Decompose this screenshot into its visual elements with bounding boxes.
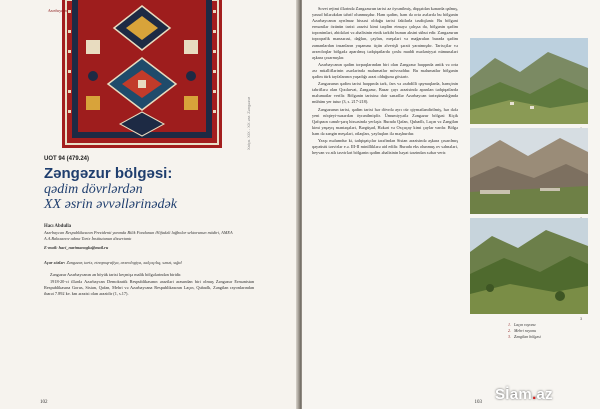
carpet-side-caption: Xalça. XIX - XX əsr. Zəngəzur xyxy=(246,96,251,150)
watermark-name: Sİam xyxy=(495,386,533,403)
author-name: Hacı Abdulla xyxy=(44,224,72,229)
article-title xyxy=(44,166,274,212)
udc-code: UOT 94 (479.24) xyxy=(44,156,90,162)
right-page-number: 103 xyxy=(474,400,482,405)
photo-captions xyxy=(508,322,594,340)
landscape-photo-2 xyxy=(470,128,588,214)
left-page-number: 102 xyxy=(40,400,48,405)
photo-caption: 2. Mehri rayonu xyxy=(508,328,537,333)
author-block xyxy=(44,224,254,251)
right-paragraph: Sovet rejimi illərində Zəngəzurun tarixi az öyrənilmiş, diqqətdən kənarda qalmış, yaxud bilərəkdən təhrif olunmuşdur. Həm qədim, həm də orta əsrlərdə bu bölgənin Azərbaycanın ayrılmaz hissəsi olduğu tarixi faktlarla təsdiqlənir. Bu bölgəni ermənilər özünün tarixi ərazisi kimi təqdim etməyə çalışsa da, bölgənin qədim toponimləri, abidələri və əhalisinin etnik tərkibi bunun əksini sübut edir. Zəngəzurun topoqrafik mənzərəsi, dağları, çayları, meşələri və mağaraları burada qədim zamanlardan insanların yaşaması üçün əlverişli şərait yaratmışdır. Tarixçilər və arxeoloqlar bölgədə aparılmış tədqiqatlarda çoxlu maddi mədəniyyət nümunələri aşkara çıxarmışlar. xyxy=(312,6,458,60)
watermark-dot: . xyxy=(532,386,537,403)
site-watermark xyxy=(495,386,553,403)
landscape-photo-1 xyxy=(470,38,588,124)
article-title-line2: qədim dövrlərdən xyxy=(44,182,143,198)
author-email: E-mail: haci_narimanoglu@mail.ru xyxy=(44,245,109,251)
left-paragraph: 1918-20-ci illərdə Azərbaycan Demokratik Respublikasının əraziləri arasından biri olmuş Zəngəzur Ermənistan Respublikasına Gorus, Sisian, Qafan, Mehri və Azərbaycana Respublikasının Laçın, Qubadlı, Zəngilan rayonlarından ibarət 7.892 kv. km ərazisi olan ərazidir (1, s.17). xyxy=(44,279,254,297)
right-paragraph: Yaxşı məlumdur ki, tədqiqatçılar tərəfindən Sisian ərazisində aşkara çıxarılmış qayaüstü təsvirlər e.ə. III-II minilliklərə aid edilir. Burada eks olunmuş ov səhnələri, heyvan və atlı təsvirləri bölgənin qədim əhalisinin həyat tərzindən xəbər verir. xyxy=(312,137,458,156)
article-title-line3: XX əsrin əvvəllərinədək xyxy=(44,197,177,213)
article-title-line1: Zəngəzur bölgəsi: xyxy=(44,165,173,182)
watermark-tld: az xyxy=(536,386,553,403)
keywords xyxy=(44,260,254,265)
left-paragraph: Zəngəzur Azərbaycanın ən böyük tarixi keçmişə malik bölgələrindən biridir. xyxy=(50,272,182,277)
photo-caption: 3. Zəngilan bölgəsi xyxy=(508,334,541,339)
right-paragraph: Zəngəzurun qədim tarixi haqqında tərk, fars və ərəbdilli qaynaqlarda, həmçinin təbriflərə olan Qızılarvat, Zəngəzur, Bazar çayı ərazisində aparılan tədqiqatlarda məlumatlar verilir. Bölgənin tarixinə dair sənədlər Azərbaycan tarixşünaslığında mühüm yer tutur (3, s. 217-218). xyxy=(312,81,458,105)
right-paragraph: Zəngəzurun tarixi, qədim tarixi hər dövrdə ayrı cür qiymətləndirilmiş, hər dəfə yeni nöqteyi-nəzərdən öyrənilmişdir. Ümumiyyətlə Zəngəzur bölgəsi Kiçik Qafqazın cənub-şərq hissəsində yerləşir. Burada Qafan, Qubadlı, Laçın və Zəngilan kimi yaşayış məntəqələri, Bərgüşad, Həkəri və Oxçuçay kimi çaylar vardır. Bölgə həm də zəngin meşələri, otlaqları, yaylaqları ilə məşhurdur. xyxy=(312,106,458,136)
landscape-photo-3 xyxy=(470,218,588,314)
author-affiliation: Azərbaycan Respublikasının Prezidenti yanında Bilik Fondunun Əlifadəli lağbolar sektorunun müdiri, AMEA A.A.Bakıxanov adına Tarix İnstitutunun dissertantı xyxy=(44,230,233,242)
left-body-text xyxy=(44,272,254,298)
photo-caption: 1. Laçın rayonu xyxy=(508,322,536,327)
photo-number-3: 3 xyxy=(580,316,583,321)
right-paragraph: Azərbaycanın qədim torpaqlarından biri olan Zəngəzur haqqında antik və orta əsr müəlliflərinin əsərlərində məlumatlar mövcuddur. Bu məlumatlar bölgənin qədim türk tayfalarının yaşadığı ərazi olduğunu göstərir. xyxy=(312,61,458,80)
carpet-image xyxy=(44,0,234,148)
carpet-illustration xyxy=(44,0,234,148)
right-body-text xyxy=(312,6,458,401)
carpet-caption: Azərbaycan xyxy=(48,8,67,13)
keywords-label: Açar sözlər: xyxy=(44,260,66,265)
keywords-list: Zəngəzur, tarix, etnopoqrafiya, arxeologiya, xalçaçılıq, sənət, sığal xyxy=(66,260,182,265)
